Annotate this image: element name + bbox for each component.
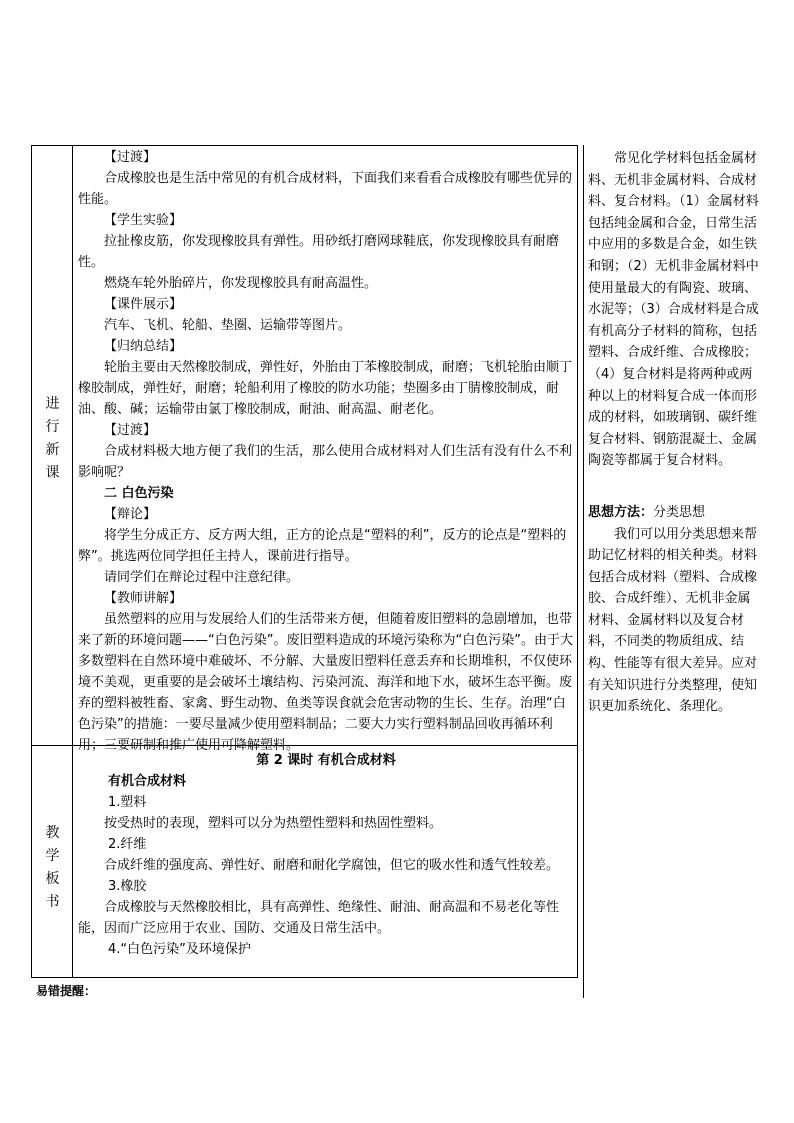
- paragraph-courseware: 汽车、飞机、轮船、垫圈、运输带等图片。: [104, 318, 352, 333]
- sidebar-method: [588, 502, 762, 524]
- paragraph-experiment-1: 拉扯橡皮筋，你发现橡胶具有弹性。用砂纸打磨网球鞋底，你发现橡胶具有耐磨性。: [78, 234, 560, 270]
- paragraph-debate-1: 将学生分成正方、反方两大组，正方的论点是“塑料的利”，反方的论点是“塑料的弊”。挑选两位同学担任主持人，课前进行指导。: [78, 528, 567, 564]
- heading-summary: 【归纳总结】: [104, 339, 183, 354]
- section-label-new-lesson: 进 行 新 课: [45, 396, 60, 481]
- sidebar-notes: [588, 148, 762, 718]
- paragraph-experiment-2: 燃烧车轮外胎碎片，你发现橡胶具有耐高温性。: [104, 276, 378, 291]
- heading-transition-2: 【过渡】: [104, 423, 157, 438]
- paragraph-summary: 轮胎主要由天然橡胶制成，弹性好，外胎由丁苯橡胶制成，耐磨；飞机轮胎由顺丁橡胶制成，弹性好，耐磨；轮船利用了橡胶的防水功能；垫圈多由丁腈橡胶制成，耐油、酸、碱；运输带由氯丁橡胶制成，耐油、耐高温、耐老化。: [78, 360, 573, 417]
- sidebar-note-materials: 常见化学材料包括金属材料、无机非金属材料、合成材料、复合材料。（1）金属材料包括纯金属和合金，日常生活中应用的多数是合金，如生铁和钢；（2）无机非金属材料中使用量最大的有陶瓷、玻璃、水泥等；（3）合成材料是合成有机高分子材料的简称，包括塑料、合成纤维、合成橡胶；（4）复合材料是将两种或两种以上的材料复合成一体而形成的材料，如玻璃钢、碳纤维复合材料、钢筋混凝土、金属陶瓷等都属于复合材料。: [588, 151, 759, 469]
- board-item-3: 3.橡胶: [108, 879, 147, 894]
- paragraph-transition-1: 合成橡胶也是生活中常见的有机合成材料，下面我们来看看合成橡胶有哪些优异的性能。: [78, 171, 573, 207]
- section-label-board: 教 学 板 书: [45, 825, 60, 910]
- board-item-1: 1.塑料: [108, 795, 147, 810]
- paragraph-transition-2: 合成材料极大地方便了我们的生活，那么使用合成材料对人们生活有没有什么不利影响呢？: [78, 444, 573, 480]
- board-title: 第 2 课时 有机合成材料: [256, 753, 396, 768]
- error-prone-reminder-label: 易错提醒：: [36, 984, 97, 998]
- board-item-1-text: 按受热时的表现，塑料可以分为热塑性塑料和热固性塑料。: [104, 816, 443, 831]
- heading-courseware: 【课件展示】: [104, 297, 183, 312]
- heading-teacher-explain: 【教师讲解】: [104, 591, 183, 606]
- section-title-white-pollution: 二 白色污染: [104, 486, 174, 501]
- board-subtitle: 有机合成材料: [108, 774, 187, 789]
- heading-student-experiment: 【学生实验】: [104, 213, 183, 228]
- lesson-content: [78, 147, 574, 756]
- heading-debate: 【辩论】: [104, 507, 157, 522]
- heading-transition-1: 【过渡】: [104, 150, 157, 165]
- method-label: 思想方法：: [588, 504, 654, 520]
- sidebar-note-method: 我们可以用分类思想来帮助记忆材料的相关种类。材料包括合成材料（塑料、合成橡胶、合成纤维）、无机非金属材料、金属材料以及复合材料，不同类的物质组成、结构、性能等有很大差异。应对有关知识进行分类整理，使知识更加系统化、条理化。: [588, 526, 758, 715]
- board-item-4: 4.“白色污染”及环境保护: [108, 942, 251, 957]
- paragraph-teacher-explain: 虽然塑料的应用与发展给人们的生活带来方便，但随着废旧塑料的急剧增加，也带来了新的环境问题——“白色污染”。废旧塑料造成的环境污染称为“白色污染”。由于大多数塑料在自然环境中难破坏、不分解、大量废旧塑料任意丢弃和长期堆积，不仅使环境不美观，更重要的是会破坏土壤结构、污染河流、海洋和地下水，破坏生态平衡。废弃的塑料被牲畜、家禽、野生动物、鱼类等误食就会危害动物的生长、生存。治理“白色污染”的措施：一要尽量减少使用塑料制品；二要大力实行塑料制品回收再循环利用；三要研制和推广使用可降解塑料。: [78, 612, 573, 753]
- board-content: [78, 750, 574, 960]
- sidebar-divider: [583, 145, 584, 998]
- board-item-3-text: 合成橡胶与天然橡胶相比，具有高弹性、绝缘性、耐油、耐高温和不易老化等性能，因而广泛应用于农业、国防、交通及日常生活中。: [78, 900, 560, 936]
- board-item-2: 2.纤维: [108, 837, 147, 852]
- board-item-2-text: 合成纤维的强度高、弹性好、耐磨和耐化学腐蚀，但它的吸水性和透气性较差。: [104, 858, 560, 873]
- paragraph-debate-2: 请同学们在辩论过程中注意纪律。: [104, 570, 300, 585]
- method-value: 分类思想: [653, 504, 706, 520]
